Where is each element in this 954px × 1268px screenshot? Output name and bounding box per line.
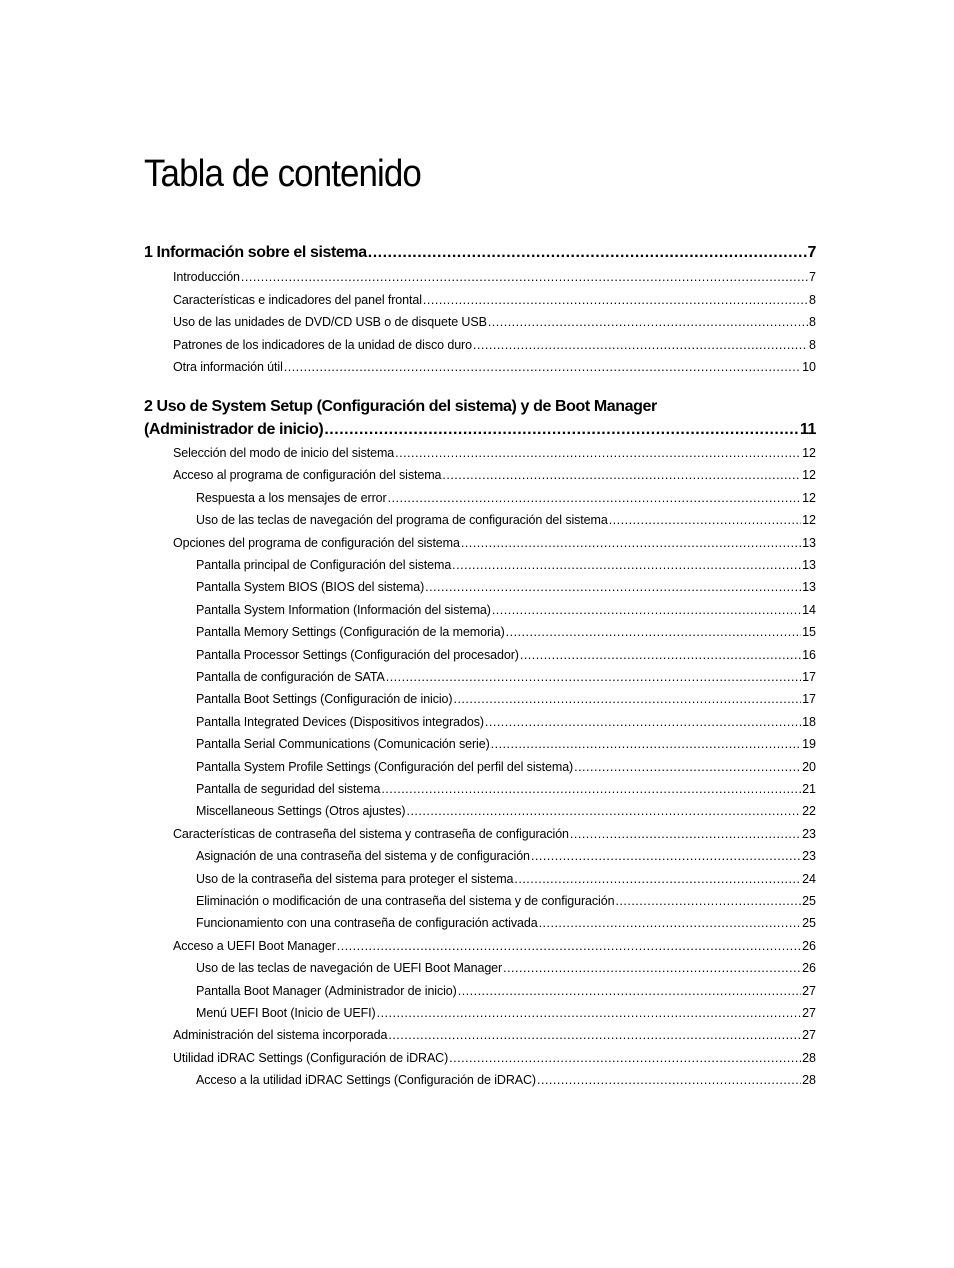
toc-entry[interactable] <box>196 961 816 975</box>
toc-leader-dots <box>485 715 801 729</box>
toc-page-number: 7 <box>807 244 816 261</box>
toc-page-number: 15 <box>802 625 816 640</box>
toc-leader-dots <box>388 491 802 505</box>
toc-entry[interactable] <box>196 670 816 684</box>
toc-page-number: 25 <box>802 916 816 931</box>
toc-leader-dots <box>395 446 801 460</box>
toc-page-number: 8 <box>809 292 816 307</box>
toc-entry[interactable] <box>173 293 816 307</box>
toc-entry-label: Utilidad iDRAC Settings (Configuración de iDRAC) <box>173 1050 449 1065</box>
toc-entry-label: Uso de las unidades de DVD/CD USB o de disquete USB <box>173 315 487 329</box>
toc-entry[interactable] <box>196 984 816 998</box>
toc-leader-dots <box>491 737 801 751</box>
toc-entry-label: Pantalla System Profile Settings (Configuración del perfil del sistema) <box>196 759 574 774</box>
toc-chapter-2[interactable] <box>144 421 816 439</box>
toc-entry[interactable] <box>173 939 816 953</box>
toc-entry-label: Funcionamiento con una contraseña de configuración activada <box>196 916 538 931</box>
toc-entry-label: Eliminación o modificación de una contraseña del sistema y de configuración <box>196 894 615 908</box>
toc-page-number: 26 <box>802 938 816 953</box>
toc-entry[interactable] <box>173 536 816 550</box>
toc-leader-dots <box>537 1073 801 1087</box>
toc-page-number: 12 <box>802 446 816 460</box>
toc-entry[interactable] <box>196 849 816 863</box>
toc-entry[interactable] <box>173 338 816 352</box>
toc-leader-dots <box>531 849 801 863</box>
toc-entry[interactable] <box>173 1028 816 1042</box>
toc-leader-dots <box>324 421 799 439</box>
toc-entry[interactable] <box>196 782 816 796</box>
toc-entry-label: Pantalla System Information (Información del sistema) <box>196 602 491 617</box>
toc-entry-label: Otra información útil <box>173 360 283 374</box>
toc-page-number: 24 <box>802 871 816 886</box>
toc-leader-dots <box>514 872 801 886</box>
toc-entry[interactable] <box>196 648 816 662</box>
toc-entry[interactable] <box>173 315 816 329</box>
toc-entry[interactable] <box>173 360 816 374</box>
toc-page-number: 13 <box>802 535 816 550</box>
toc-page-number: 19 <box>802 737 816 752</box>
toc-entry-label: Características e indicadores del panel frontal <box>173 292 422 307</box>
toc-page-number: 18 <box>802 714 816 729</box>
toc-leader-dots <box>473 338 808 352</box>
toc-entry[interactable] <box>173 270 816 284</box>
toc-page-number: 22 <box>802 804 816 819</box>
toc-page-number: 25 <box>802 894 816 908</box>
page-title: Tabla de contenido <box>144 153 421 195</box>
toc-leader-dots <box>539 916 802 930</box>
toc-entry-label: Selección del modo de inicio del sistema <box>173 446 395 460</box>
toc-chapter-2-line-1[interactable]: 2 Uso de System Setup (Configuración del sistema) y de Boot Manager <box>144 398 657 415</box>
toc-entry-label: Características de contraseña del sistema y contraseña de configuración <box>173 826 569 841</box>
toc-leader-dots <box>615 894 801 908</box>
toc-leader-dots <box>284 360 801 374</box>
toc-entry-label: 1 Información sobre el sistema <box>144 244 367 261</box>
toc-entry-label: Menú UEFI Boot (Inicio de UEFI) <box>196 1006 376 1020</box>
toc-entry[interactable] <box>173 1051 816 1065</box>
toc-entry-label: Pantalla Boot Settings (Configuración de inicio) <box>196 692 453 707</box>
toc-entry-label: Asignación de una contraseña del sistema y de configuración <box>196 849 530 864</box>
toc-entry-label: Pantalla Processor Settings (Configuración del procesador) <box>196 647 519 662</box>
toc-leader-dots <box>609 513 801 527</box>
toc-entry-label: Pantalla Integrated Devices (Dispositivos integrados) <box>196 714 484 729</box>
toc-leader-dots <box>506 625 801 639</box>
toc-leader-dots <box>574 760 801 774</box>
toc-entry-label: Pantalla Boot Manager (Administrador de inicio) <box>196 983 457 998</box>
toc-entry[interactable] <box>196 1006 816 1020</box>
toc-page-number: 20 <box>802 759 816 774</box>
toc-entry-label: Pantalla de configuración de SATA <box>196 670 385 684</box>
toc-page-number: 17 <box>802 692 816 707</box>
toc-page-number: 17 <box>802 670 816 684</box>
toc-entry-label: Uso de la contraseña del sistema para proteger el sistema <box>196 871 514 886</box>
toc-entry-label: Miscellaneous Settings (Otros ajustes) <box>196 804 406 819</box>
toc-entry[interactable] <box>196 603 816 617</box>
toc-entry-label: Patrones de los indicadores de la unidad de disco duro <box>173 337 472 352</box>
toc-entry[interactable] <box>196 580 816 594</box>
toc-entry[interactable] <box>196 513 816 527</box>
toc-entry[interactable] <box>196 692 816 706</box>
toc-entry[interactable] <box>196 625 816 639</box>
toc-leader-dots <box>570 827 801 841</box>
toc-page-number: 14 <box>802 602 816 617</box>
toc-entry-label: Administración del sistema incorporada <box>173 1028 388 1043</box>
toc-leader-dots <box>386 670 801 684</box>
toc-page-number: 8 <box>809 315 816 329</box>
toc-entry[interactable] <box>196 715 816 729</box>
toc-page-number: 16 <box>802 647 816 662</box>
toc-entry-label: Pantalla principal de Configuración del sistema <box>196 558 452 572</box>
toc-entry[interactable] <box>196 760 816 774</box>
toc-entry-label: Opciones del programa de configuración del sistema <box>173 535 460 550</box>
toc-page-number: 8 <box>809 337 816 352</box>
toc-leader-dots <box>368 244 807 262</box>
toc-leader-dots <box>377 1006 801 1020</box>
toc-entry-label: (Administrador de inicio) <box>144 421 324 438</box>
toc-entry-label: Introducción <box>173 270 240 284</box>
toc-leader-dots <box>488 315 808 329</box>
toc-entry-label: Acceso a la utilidad iDRAC Settings (Configuración de iDRAC) <box>196 1073 536 1088</box>
toc-entry-label: Acceso a UEFI Boot Manager <box>173 938 336 953</box>
toc-entry[interactable] <box>196 804 816 818</box>
toc-page-number: 26 <box>802 961 816 976</box>
toc-page-number: 27 <box>802 983 816 998</box>
toc-page-number: 13 <box>802 580 816 595</box>
toc-leader-dots <box>520 648 801 662</box>
toc-entry-label: Pantalla System BIOS (BIOS del sistema) <box>196 580 425 595</box>
toc-leader-dots <box>406 804 801 818</box>
toc-leader-dots <box>492 603 801 617</box>
toc-leader-dots <box>503 961 801 975</box>
toc-entry-label: Pantalla Memory Settings (Configuración de la memoria) <box>196 625 505 640</box>
toc-leader-dots <box>449 1051 801 1065</box>
toc-entry[interactable] <box>196 737 816 751</box>
toc-page-number: 12 <box>802 513 816 528</box>
toc-page-number: 12 <box>802 468 816 483</box>
toc-entry-label: Pantalla Serial Communications (Comunicación serie) <box>196 737 490 752</box>
toc-entry-label: Uso de las teclas de navegación del programa de configuración del sistema <box>196 513 608 528</box>
toc-page-number: 23 <box>802 826 816 841</box>
toc-leader-dots <box>453 692 801 706</box>
toc-leader-dots <box>381 782 801 796</box>
toc-leader-dots <box>452 558 801 572</box>
toc-page-number: 10 <box>802 360 816 374</box>
toc-entry[interactable] <box>196 558 816 572</box>
toc-chapter-1[interactable] <box>144 244 816 262</box>
toc-leader-dots <box>388 1028 801 1042</box>
toc-page-number: 12 <box>802 490 816 505</box>
toc-leader-dots <box>241 270 808 284</box>
toc-leader-dots <box>425 580 801 594</box>
toc-entry[interactable] <box>173 468 816 482</box>
toc-page-number: 21 <box>802 782 816 796</box>
toc-leader-dots <box>423 293 808 307</box>
toc-entry[interactable] <box>173 446 816 460</box>
toc-entry[interactable] <box>196 491 816 505</box>
toc-entry-label: Uso de las teclas de navegación de UEFI Boot Manager <box>196 961 503 976</box>
toc-page-number: 7 <box>809 270 816 284</box>
toc-entry-label: Pantalla de seguridad del sistema <box>196 782 381 796</box>
toc-entry[interactable] <box>196 1073 816 1087</box>
toc-leader-dots <box>458 984 801 998</box>
toc-entry-label: Respuesta a los mensajes de error <box>196 490 387 505</box>
toc-entry[interactable] <box>173 827 816 841</box>
toc-entry[interactable] <box>196 894 816 908</box>
toc-page-number: 13 <box>802 558 816 572</box>
toc-entry[interactable] <box>196 916 816 930</box>
toc-page-number: 23 <box>802 849 816 864</box>
toc-page-number: 27 <box>802 1006 816 1020</box>
toc-page-number: 28 <box>802 1050 816 1065</box>
toc-leader-dots <box>442 468 801 482</box>
toc-page-number: 11 <box>799 421 816 438</box>
toc-leader-dots <box>461 536 801 550</box>
toc-entry[interactable] <box>196 872 816 886</box>
toc-page-number: 27 <box>802 1028 816 1043</box>
toc-entry-label: Acceso al programa de configuración del sistema <box>173 468 442 483</box>
toc-leader-dots <box>337 939 801 953</box>
toc-page-number: 28 <box>802 1073 816 1088</box>
